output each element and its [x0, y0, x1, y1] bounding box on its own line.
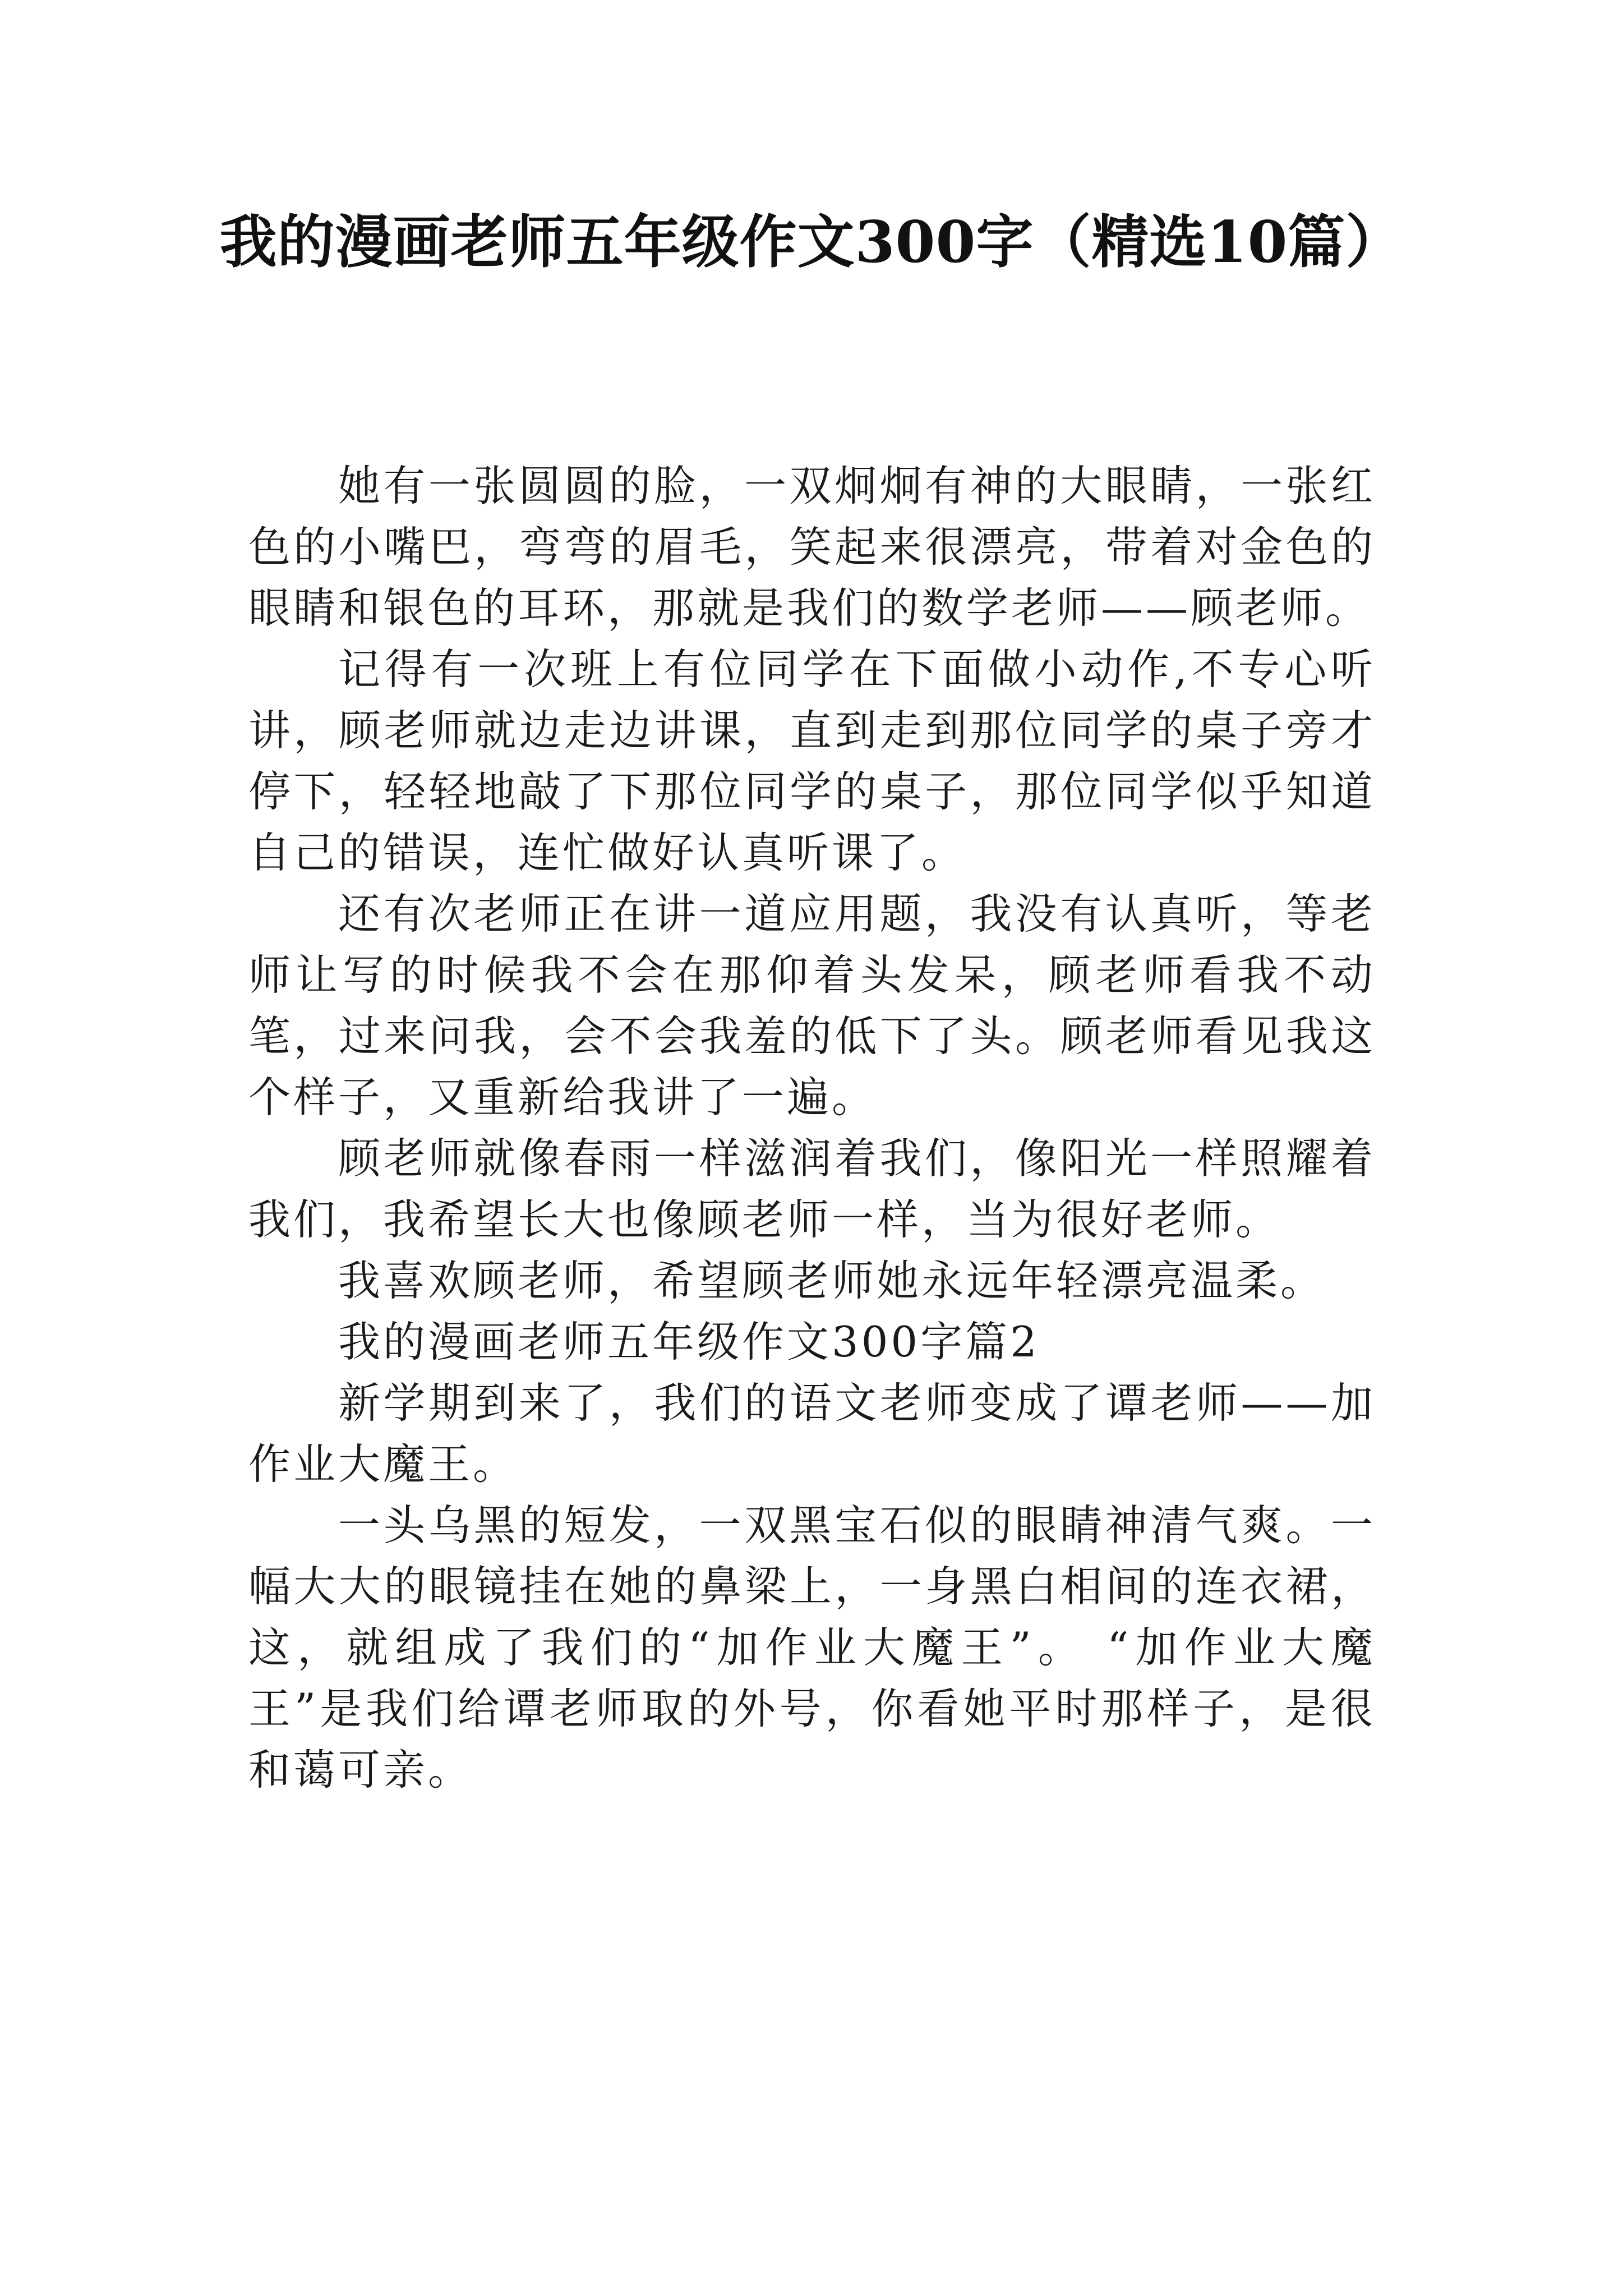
section-heading-2: 我的漫画老师五年级作文300字篇2 [338, 1317, 1040, 1366]
document-title: 我的漫画老师五年级作文300字（精选10篇） [219, 209, 1404, 276]
paragraph-4: 顾老师就像春雨一样滋润着我们，像阳光一样照耀着我们，我希望长大也像顾老师一样，当为很好老师。 [248, 1134, 1376, 1244]
paragraph-3: 还有次老师正在讲一道应用题，我没有认真听，等老师让写的时候我不会在那仰着头发呆，顾老师看我不动笔，过来问我，会不会我羞的低下了头。顾老师看见我这个样子，又重新给我讲了一遍。 [248, 889, 1376, 1122]
paragraph-7: 一头乌黑的短发，一双黑宝石似的眼睛神清气爽。一幅大大的眼镜挂在她的鼻梁上，一身黑白相间的连衣裙，这，就组成了我们的“加作业大魔王”。 “加作业大魔王”是我们给谭老师取的外号，你看她平时那样子，是很和蔼可亲。 [248, 1501, 1376, 1795]
paragraph-5: 我喜欢顾老师，希望顾老师她永远年轻漂亮温柔。 [338, 1256, 1326, 1305]
paragraph-2: 记得有一次班上有位同学在下面做小动作,不专心听讲，顾老师就边走边讲课，直到走到那位同学的桌子旁才停下，轻轻地敲了下那位同学的桌子，那位同学似乎知道自己的错误，连忙做好认真听课了。 [248, 645, 1376, 877]
paragraph-1: 她有一张圆圆的脸，一双炯炯有神的大眼睛，一张红色的小嘴巴，弯弯的眉毛，笑起来很漂亮，带着对金色的眼睛和银色的耳环，那就是我们的数学老师——顾老师。 [248, 461, 1376, 633]
paragraph-6: 新学期到来了，我们的语文老师变成了谭老师——加作业大魔王。 [248, 1378, 1376, 1489]
document-body [248, 455, 1376, 1801]
